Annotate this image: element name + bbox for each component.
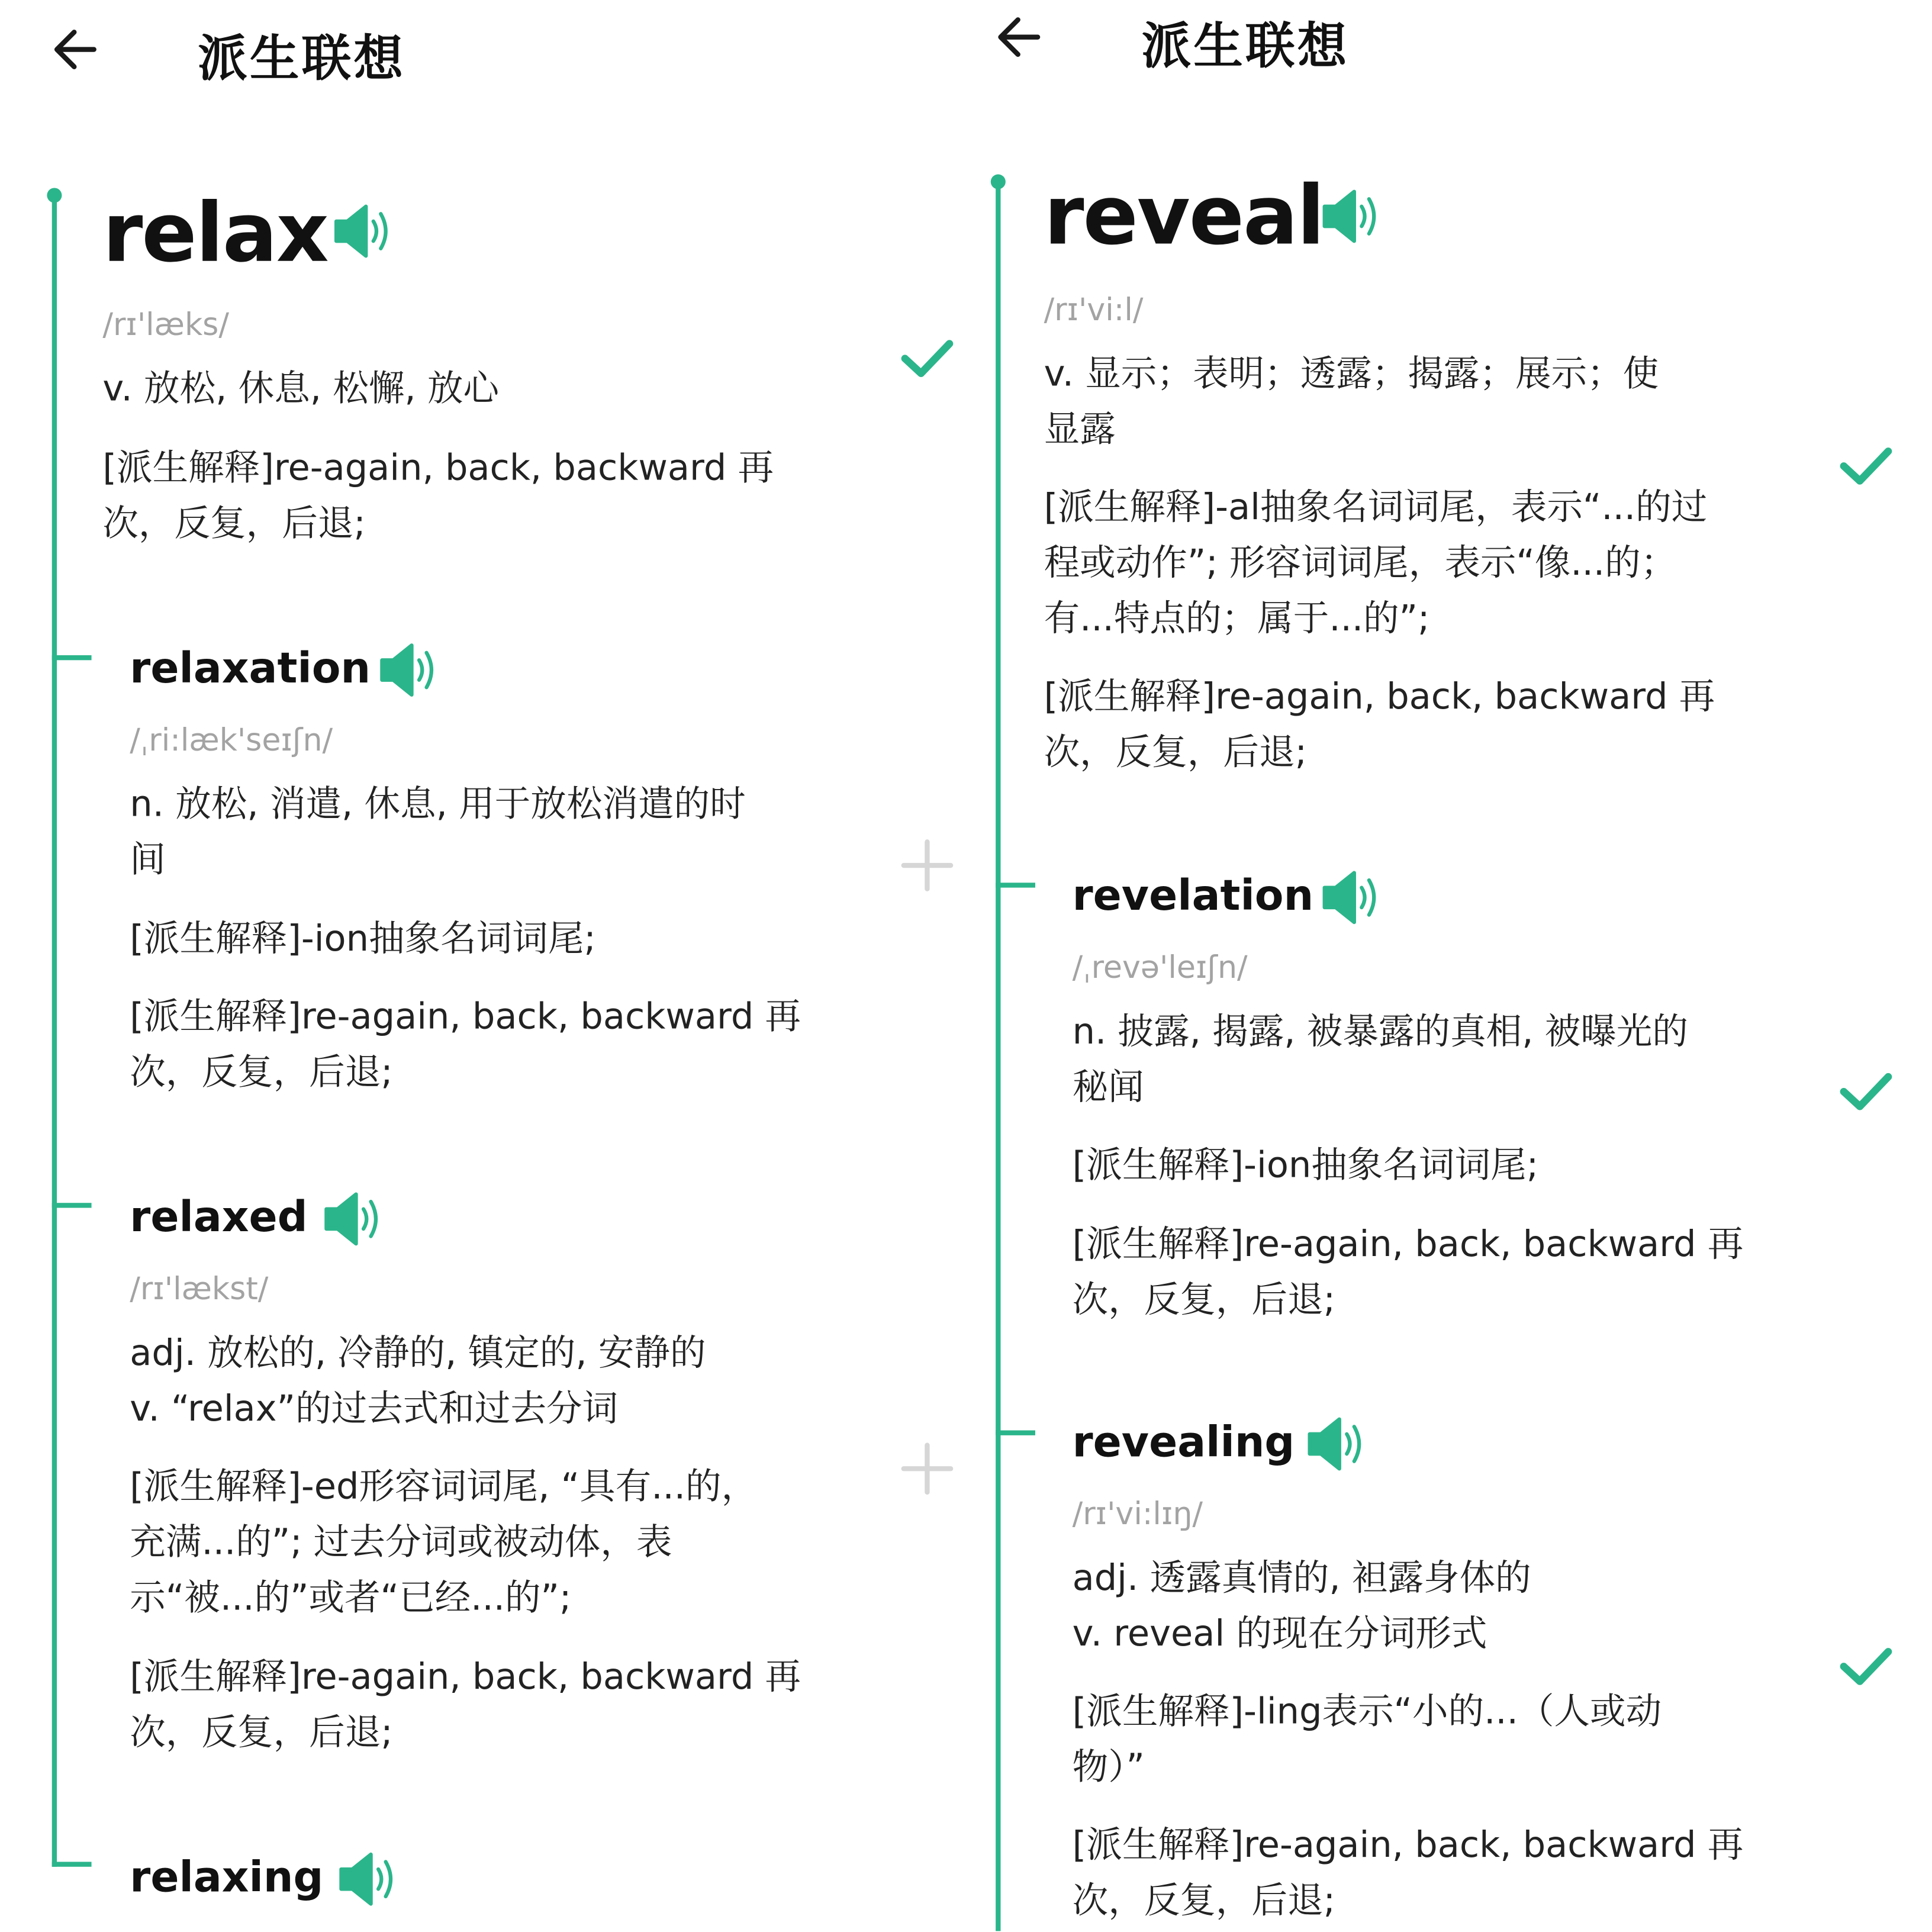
definition-line: n. 披露, 揭露, 被暴露的真相, 被曝光的 (1072, 1010, 1689, 1052)
derivation-explanation (1073, 1684, 1814, 1795)
explanation-line: [派生解释]re-again, back, backward 再 (102, 446, 774, 488)
speaker-icon (1305, 1413, 1366, 1474)
derivative-word: revelation (1072, 871, 1314, 922)
definition (1073, 1550, 1814, 1661)
timeline-branch (52, 655, 92, 660)
learned-status-button[interactable] (893, 324, 962, 393)
check-icon (1839, 1064, 1894, 1119)
explanation-line: [派生解释]re-again, back, backward 再 (130, 1655, 801, 1698)
timeline-branch (996, 883, 1035, 887)
definition-line: v. 放松, 休息, 松懈, 放心 (102, 367, 500, 410)
back-button[interactable] (50, 25, 99, 75)
phonetic: /ˌri:læk'seɪʃn/ (130, 722, 333, 758)
derivation-explanation (1073, 1216, 1814, 1328)
page-title: 派生联想 (1141, 18, 1350, 76)
play-audio-button[interactable] (1305, 1413, 1366, 1474)
explanation-line: 充满...的”; 过去分词或被动体，表 (130, 1520, 672, 1563)
speaker-icon (321, 1188, 383, 1250)
timeline-line (52, 195, 57, 1867)
headword: reveal (1044, 168, 1324, 263)
plus-icon (900, 1441, 955, 1496)
definition (102, 361, 819, 417)
timeline-branch (996, 1431, 1035, 1435)
play-audio-button[interactable] (336, 1848, 398, 1910)
definition-line: 秘闻 (1072, 1065, 1144, 1108)
explanation-line: [派生解释]-ling表示“小的...（人或动 (1072, 1690, 1662, 1733)
derivation-explanation (1073, 1817, 1814, 1928)
explanation-line: [派生解释]re-again, back, backward 再 (1072, 1823, 1744, 1866)
learned-status-button[interactable] (1831, 1632, 1901, 1701)
explanation-line: 次，反复，后退; (130, 1711, 393, 1753)
play-audio-button[interactable] (1319, 185, 1381, 247)
derivative-word: relaxing (130, 1853, 324, 1903)
play-audio-button[interactable] (331, 200, 393, 262)
play-audio-button[interactable] (321, 1188, 383, 1250)
derivation-explanation (1044, 479, 1786, 646)
speaker-icon (377, 639, 439, 701)
check-icon (1839, 1639, 1894, 1693)
definition-line: v. 显示；表明；透露；揭露；展示；使 (1044, 352, 1659, 395)
derivation-explanation (130, 989, 859, 1100)
speaker-icon (1319, 867, 1381, 928)
definition-line: adj. 放松的, 冷静的, 镇定的, 安静的 (130, 1331, 706, 1374)
explanation-line: [派生解释]-ion抽象名词词尾; (130, 917, 596, 959)
derivation-explanation (130, 1459, 859, 1626)
definition-line: v. “relax”的过去式和过去分词 (130, 1387, 619, 1429)
back-button[interactable] (993, 12, 1043, 62)
phonetic: /rɪ'læks/ (102, 306, 230, 343)
derivation-explanation (130, 911, 859, 967)
explanation-line: [派生解释]re-again, back, backward 再 (130, 995, 801, 1038)
derivation-explanation (130, 1649, 859, 1760)
play-audio-button[interactable] (1319, 867, 1381, 928)
speaker-icon (336, 1848, 398, 1910)
add-word-button[interactable] (893, 831, 962, 900)
definition-line: 显露 (1044, 408, 1116, 450)
page-title: 派生联想 (198, 31, 406, 88)
phonetic: /rɪ'lækst/ (130, 1271, 269, 1307)
explanation-line: 物）” (1072, 1746, 1145, 1788)
speaker-icon (1319, 185, 1381, 247)
explanation-line: [派生解释]-ion抽象名词词尾; (1072, 1143, 1539, 1186)
speaker-icon (331, 200, 393, 262)
timeline-dot (47, 188, 62, 202)
phonetic: /rɪ'vi:lɪŋ/ (1072, 1496, 1203, 1532)
definition (130, 1325, 859, 1437)
definition-line: v. reveal 的现在分词形式 (1072, 1612, 1487, 1654)
definition (1073, 1004, 1814, 1115)
learned-status-button[interactable] (1831, 1057, 1901, 1126)
check-icon (1839, 439, 1894, 493)
definition (1044, 346, 1786, 458)
arrow-left-icon (50, 25, 99, 75)
timeline-line (996, 182, 1000, 1931)
derivative-word: relaxation (130, 644, 371, 694)
derivation-explanation (102, 440, 819, 552)
explanation-line: 有...特点的；属于...的”; (1044, 597, 1430, 639)
definition-line: n. 放松, 消遣, 休息, 用于放松消遣的时 (130, 783, 746, 825)
explanation-line: [派生解释]-ed形容词词尾, “具有...的， (130, 1464, 758, 1508)
explanation-line: 示“被...的”或者“已经...的”; (130, 1576, 572, 1618)
timeline-branch (52, 1862, 92, 1866)
screen-reveal (966, 0, 1932, 1932)
explanation-line: [派生解释]-al抽象名词词尾，表示“...的过 (1044, 485, 1708, 528)
timeline-branch (52, 1203, 92, 1208)
phonetic: /rɪ'vi:l/ (1044, 291, 1144, 328)
derivation-explanation (1073, 1138, 1814, 1193)
explanation-line: 次，反复，后退; (1072, 1278, 1336, 1321)
definition-line: 间 (130, 838, 166, 881)
explanation-line: 次，反复，后退; (102, 501, 366, 544)
derivation-explanation (1044, 669, 1786, 780)
timeline-dot (991, 174, 1006, 189)
definition (130, 777, 859, 888)
explanation-line: [派生解释]re-again, back, backward 再 (1072, 1222, 1744, 1265)
explanation-line: 程或动作”; 形容词词尾，表示“像...的； (1044, 541, 1677, 584)
derivative-word: revealing (1072, 1418, 1295, 1468)
plus-icon (900, 838, 955, 893)
add-word-button[interactable] (893, 1434, 962, 1503)
headword: relax (102, 185, 328, 281)
play-audio-button[interactable] (377, 639, 439, 701)
check-icon (900, 331, 955, 386)
phonetic: /ˌrevə'leɪʃn/ (1072, 949, 1248, 986)
explanation-line: 次，反复，后退; (130, 1051, 393, 1093)
definition-line: adj. 透露真情的, 袒露身体的 (1072, 1556, 1531, 1599)
explanation-line: 次，反复，后退; (1044, 730, 1307, 773)
explanation-line: [派生解释]re-again, back, backward 再 (1044, 675, 1715, 717)
explanation-line: 次，反复，后退; (1072, 1879, 1336, 1921)
derivative-word: relaxed (130, 1193, 308, 1243)
arrow-left-icon (993, 12, 1043, 62)
learned-status-button[interactable] (1831, 432, 1901, 501)
